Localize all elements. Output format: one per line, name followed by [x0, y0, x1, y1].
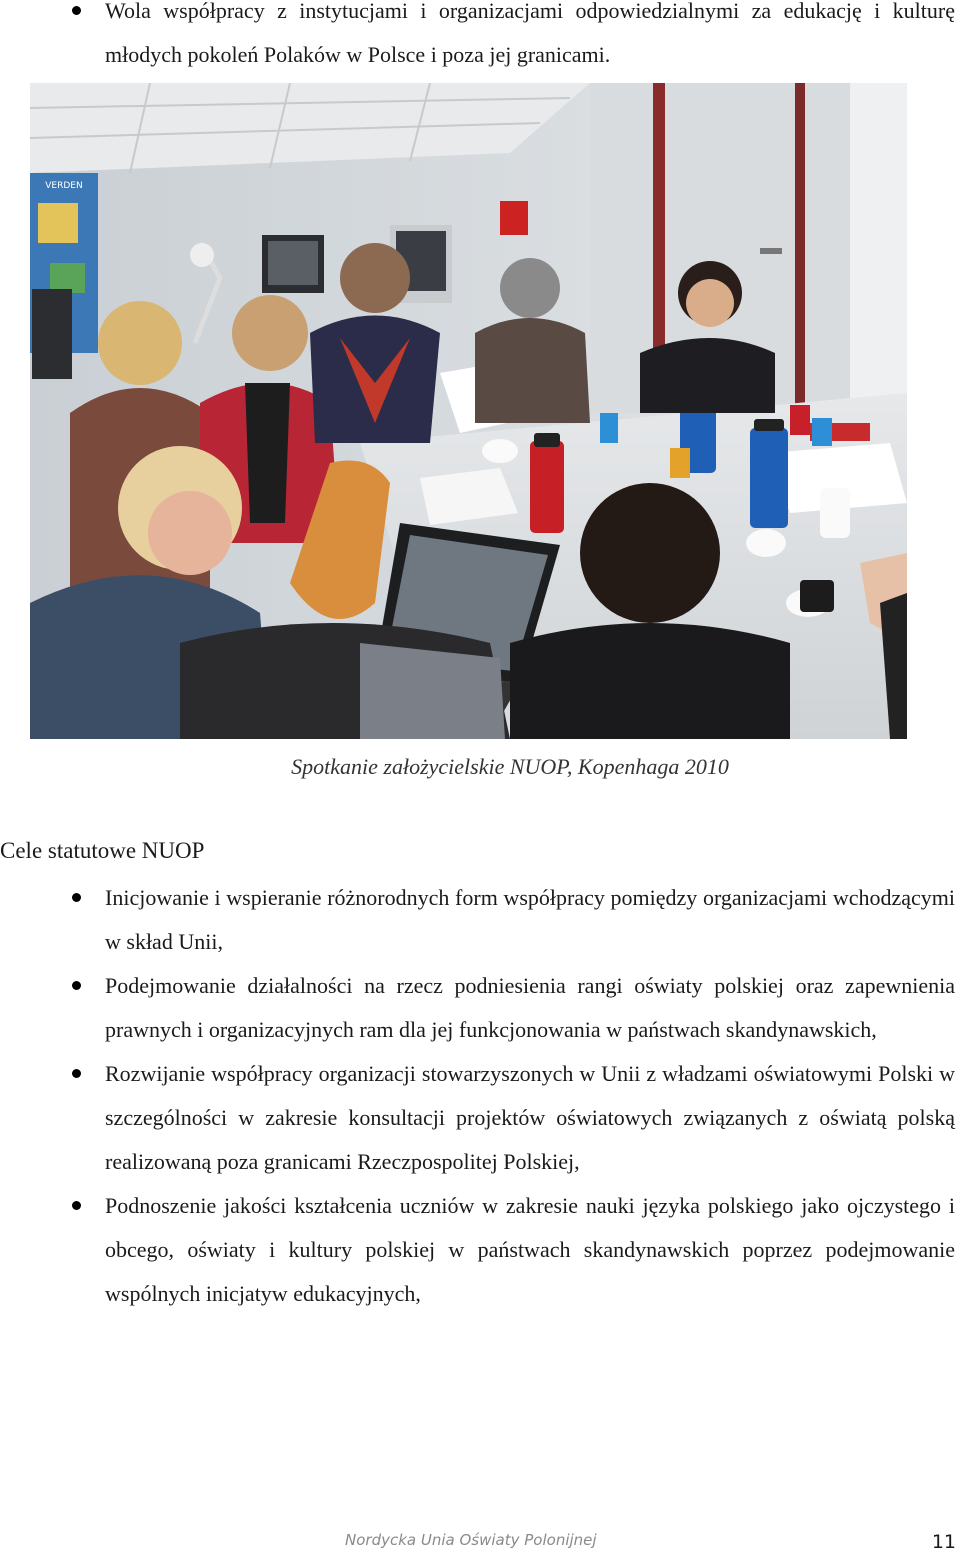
footer-organization: Nordycka Unia Oświaty Polonijnej [345, 1531, 597, 1549]
page-number: 11 [931, 1531, 956, 1553]
bullet-text: Inicjowanie i wspieranie różnorodnych form współpracy pomiędzy organizacjami wchodzącymi w skład Unii, [105, 885, 955, 954]
intro-bullet-list [0, 0, 960, 77]
bullet-text: Wola współpracy z instytucjami i organizacjami odpowiedzialnymi za edukację i kulturę młodych pokoleń Polaków w Polsce i poza jej granicami. [105, 0, 955, 67]
bullet-item [0, 0, 960, 77]
bullet-item [0, 1184, 960, 1316]
bullet-item [0, 1052, 960, 1184]
wall-map-label: VERDEN [45, 181, 83, 191]
bullet-text: Podnoszenie jakości kształcenia uczniów w zakresie nauki języka polskiego jako ojczystego i obcego, oświaty i kultury polskiej w państwach skandynawskich poprzez podejmowanie wspólnych inicjatyw edukacyjnych, [105, 1193, 955, 1306]
goals-bullet-list [0, 876, 960, 1316]
bullet-item [0, 876, 960, 964]
bullet-icon [72, 981, 81, 990]
bullet-text: Podejmowanie działalności na rzecz podniesienia rangi oświaty polskiej oraz zapewnienia prawnych i organizacyjnych ram dla jej funkcjonowania w państwach skandynawskich, [105, 973, 955, 1042]
bullet-item [0, 964, 960, 1052]
bullet-text: Rozwijanie współpracy organizacji stowarzyszonych w Unii z władzami oświatowymi Polski w szczególności w zakresie konsultacji projektów oświatowych związanych z oświatą polską realizowaną poza granicami Rzeczpospolitej Polskiej, [105, 1061, 955, 1174]
bullet-icon [72, 6, 81, 15]
bullet-icon [72, 1201, 81, 1210]
bullet-icon [72, 893, 81, 902]
meeting-photo [30, 83, 907, 739]
photo-caption: Spotkanie założycielskie NUOP, Kopenhaga 2010 [291, 754, 729, 779]
section-title: Cele statutowe NUOP [0, 838, 205, 863]
bullet-icon [72, 1069, 81, 1078]
